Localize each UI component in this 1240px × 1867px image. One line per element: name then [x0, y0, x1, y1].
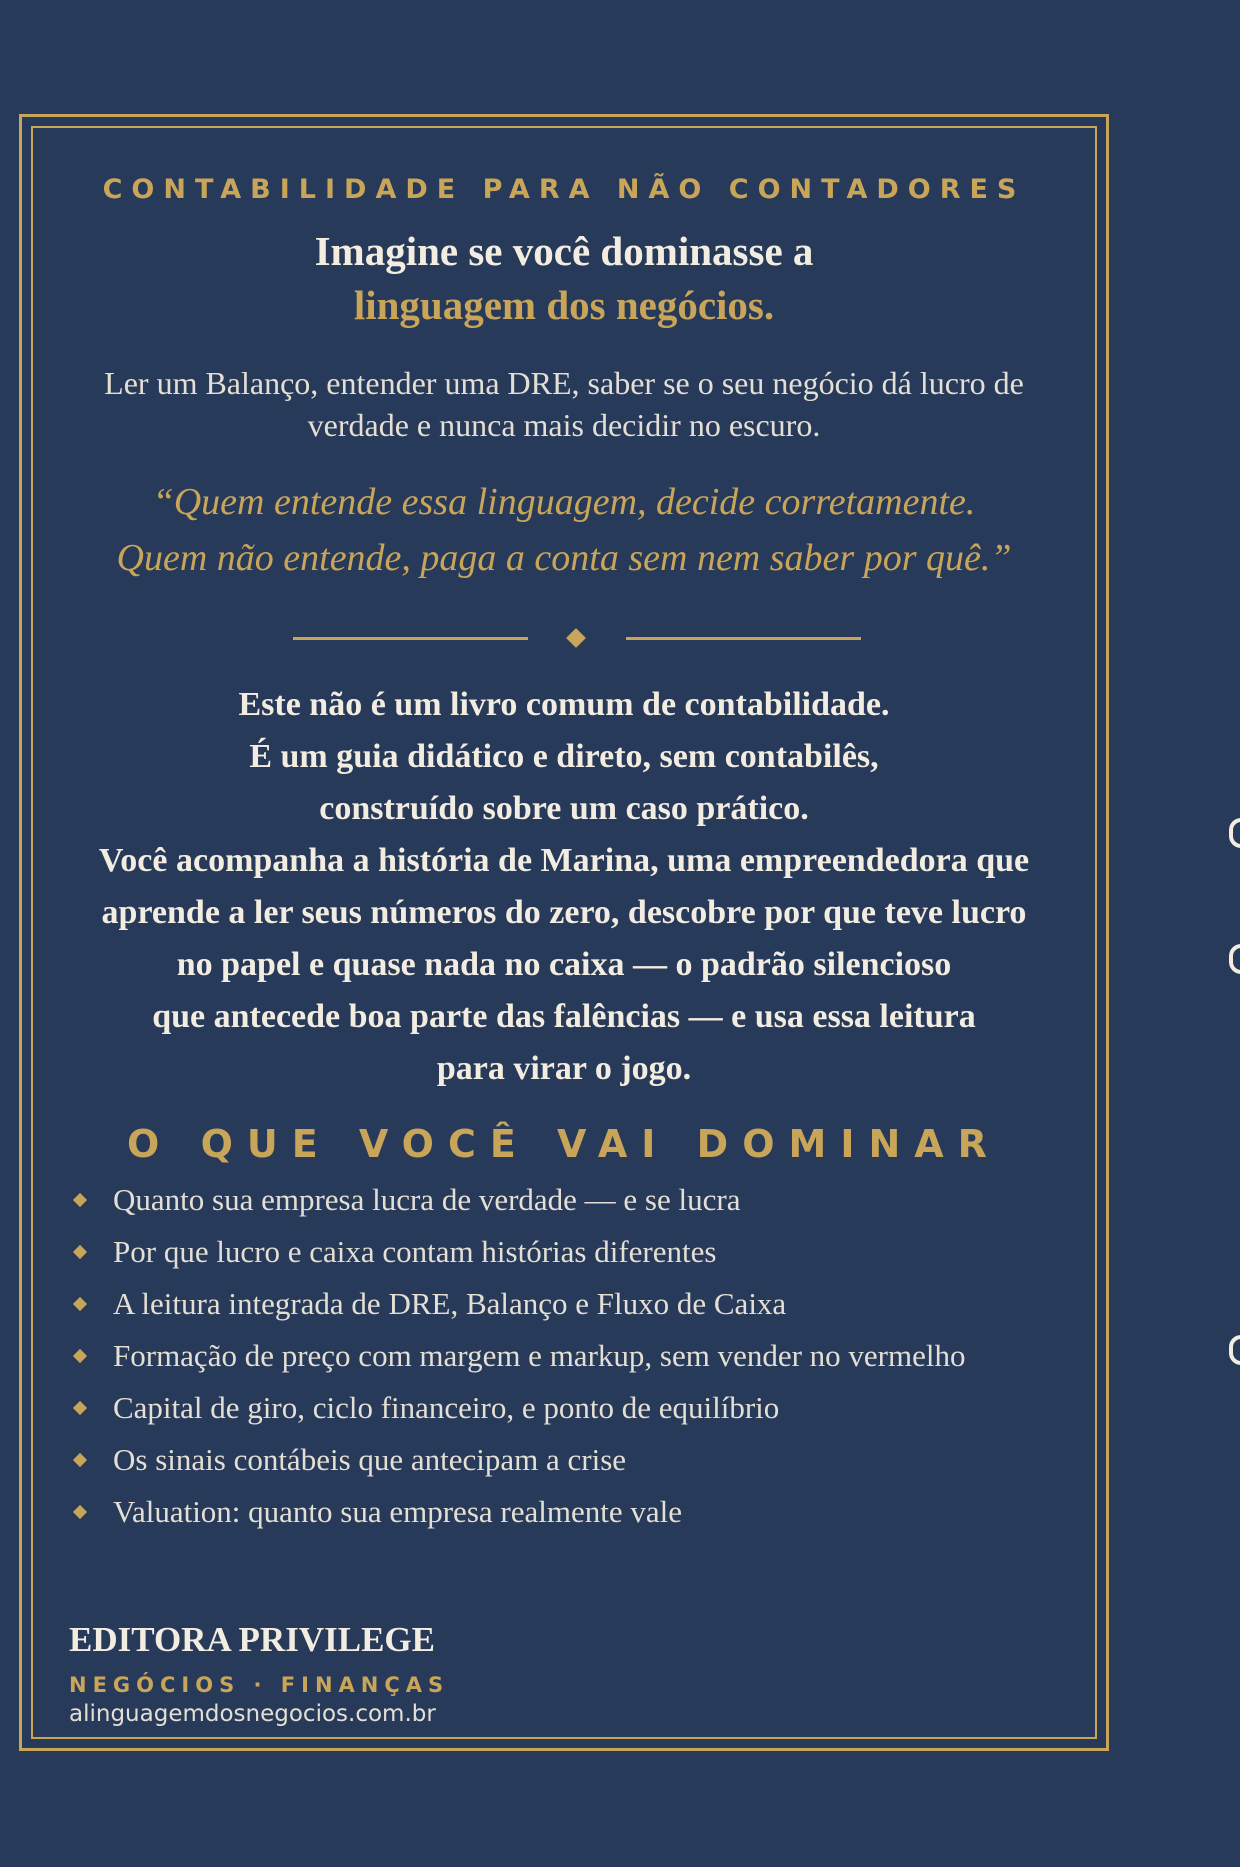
- list-item: [69, 1226, 1089, 1278]
- divider-line-left: [293, 637, 528, 640]
- divider-line-right: [626, 637, 861, 640]
- diamond-bullet-icon: [73, 1297, 87, 1311]
- description-paragraph: [41, 679, 1087, 1095]
- description-line: É um guia didático e direto, sem contabilês,: [249, 738, 879, 775]
- description-line: no papel e quase nada no caixa — o padrão silencioso: [176, 946, 952, 983]
- lede-paragraph: Ler um Balanço, entender uma DRE, saber se o seu negócio dá lucro de verdade e nunca mais decidir no escuro.: [104, 365, 1024, 443]
- diamond-bullet-icon: [73, 1245, 87, 1259]
- publisher-tagline: NEGÓCIOS · FINANÇAS: [69, 1673, 450, 1697]
- list-item: [69, 1330, 1089, 1382]
- back-cover-content: [31, 126, 1097, 1739]
- description-line: que antecede boa parte das falências — e usa essa leitura: [152, 998, 976, 1035]
- list-item-text: Capital de giro, ciclo financeiro, e ponto de equilíbrio: [113, 1390, 780, 1425]
- headline-line-1: Imagine se você dominasse a: [314, 228, 814, 274]
- spine-letter-fragment: [1229, 1335, 1240, 1365]
- diamond-bullet-icon: [73, 1349, 87, 1363]
- list-item: [69, 1278, 1089, 1330]
- spine-letter-fragment: [1229, 818, 1240, 848]
- list-item: [69, 1382, 1089, 1434]
- list-item-text: Os sinais contábeis que antecipam a crise: [113, 1442, 627, 1477]
- diamond-bullet-icon: [73, 1453, 87, 1467]
- list-item-text: A leitura integrada de DRE, Balanço e Fluxo de Caixa: [113, 1286, 787, 1321]
- description-line: para virar o jogo.: [436, 1050, 692, 1087]
- series-eyebrow: CONTABILIDADE PARA NÃO CONTADORES: [102, 174, 1026, 205]
- diamond-icon: [566, 628, 586, 648]
- list-item: [69, 1174, 1089, 1226]
- list-item-text: Quanto sua empresa lucra de verdade — e se lucra: [113, 1182, 741, 1217]
- diamond-bullet-icon: [73, 1401, 87, 1415]
- benefits-list: [69, 1174, 1089, 1538]
- list-item: [69, 1434, 1089, 1486]
- list-item-text: Valuation: quanto sua empresa realmente vale: [113, 1494, 682, 1529]
- headline-line-2: linguagem dos negócios.: [353, 282, 775, 328]
- list-item-text: Formação de preço com margem e markup, sem vender no vermelho: [113, 1338, 966, 1373]
- website-url: alinguagemdosnegocios.com.br: [69, 1701, 436, 1727]
- section-title: O QUE VOCÊ VAI DOMINAR: [127, 1122, 1001, 1166]
- description-line: Você acompanha a história de Marina, uma empreendedora que: [98, 842, 1030, 879]
- quote-line-1: “Quem entende essa linguagem, decide corretamente.: [152, 481, 976, 523]
- list-item: [69, 1486, 1089, 1538]
- headline: [31, 224, 1097, 332]
- description-line: construído sobre um caso prático.: [319, 790, 809, 827]
- description-line: aprende a ler seus números do zero, descobre por que teve lucro: [101, 894, 1027, 931]
- list-item-text: Por que lucro e caixa contam histórias diferentes: [113, 1234, 717, 1269]
- diamond-bullet-icon: [73, 1505, 87, 1519]
- spine-letter-fragment: [1229, 944, 1240, 974]
- ornamental-divider: [293, 627, 861, 651]
- description-line: Este não é um livro comum de contabilidade.: [238, 686, 890, 723]
- quote-line-2: Quem não entende, paga a conta sem nem saber por quê.”: [116, 537, 1012, 579]
- pull-quote: [31, 474, 1097, 586]
- publisher-name: EDITORA PRIVILEGE: [69, 1620, 435, 1659]
- diamond-bullet-icon: [73, 1193, 87, 1207]
